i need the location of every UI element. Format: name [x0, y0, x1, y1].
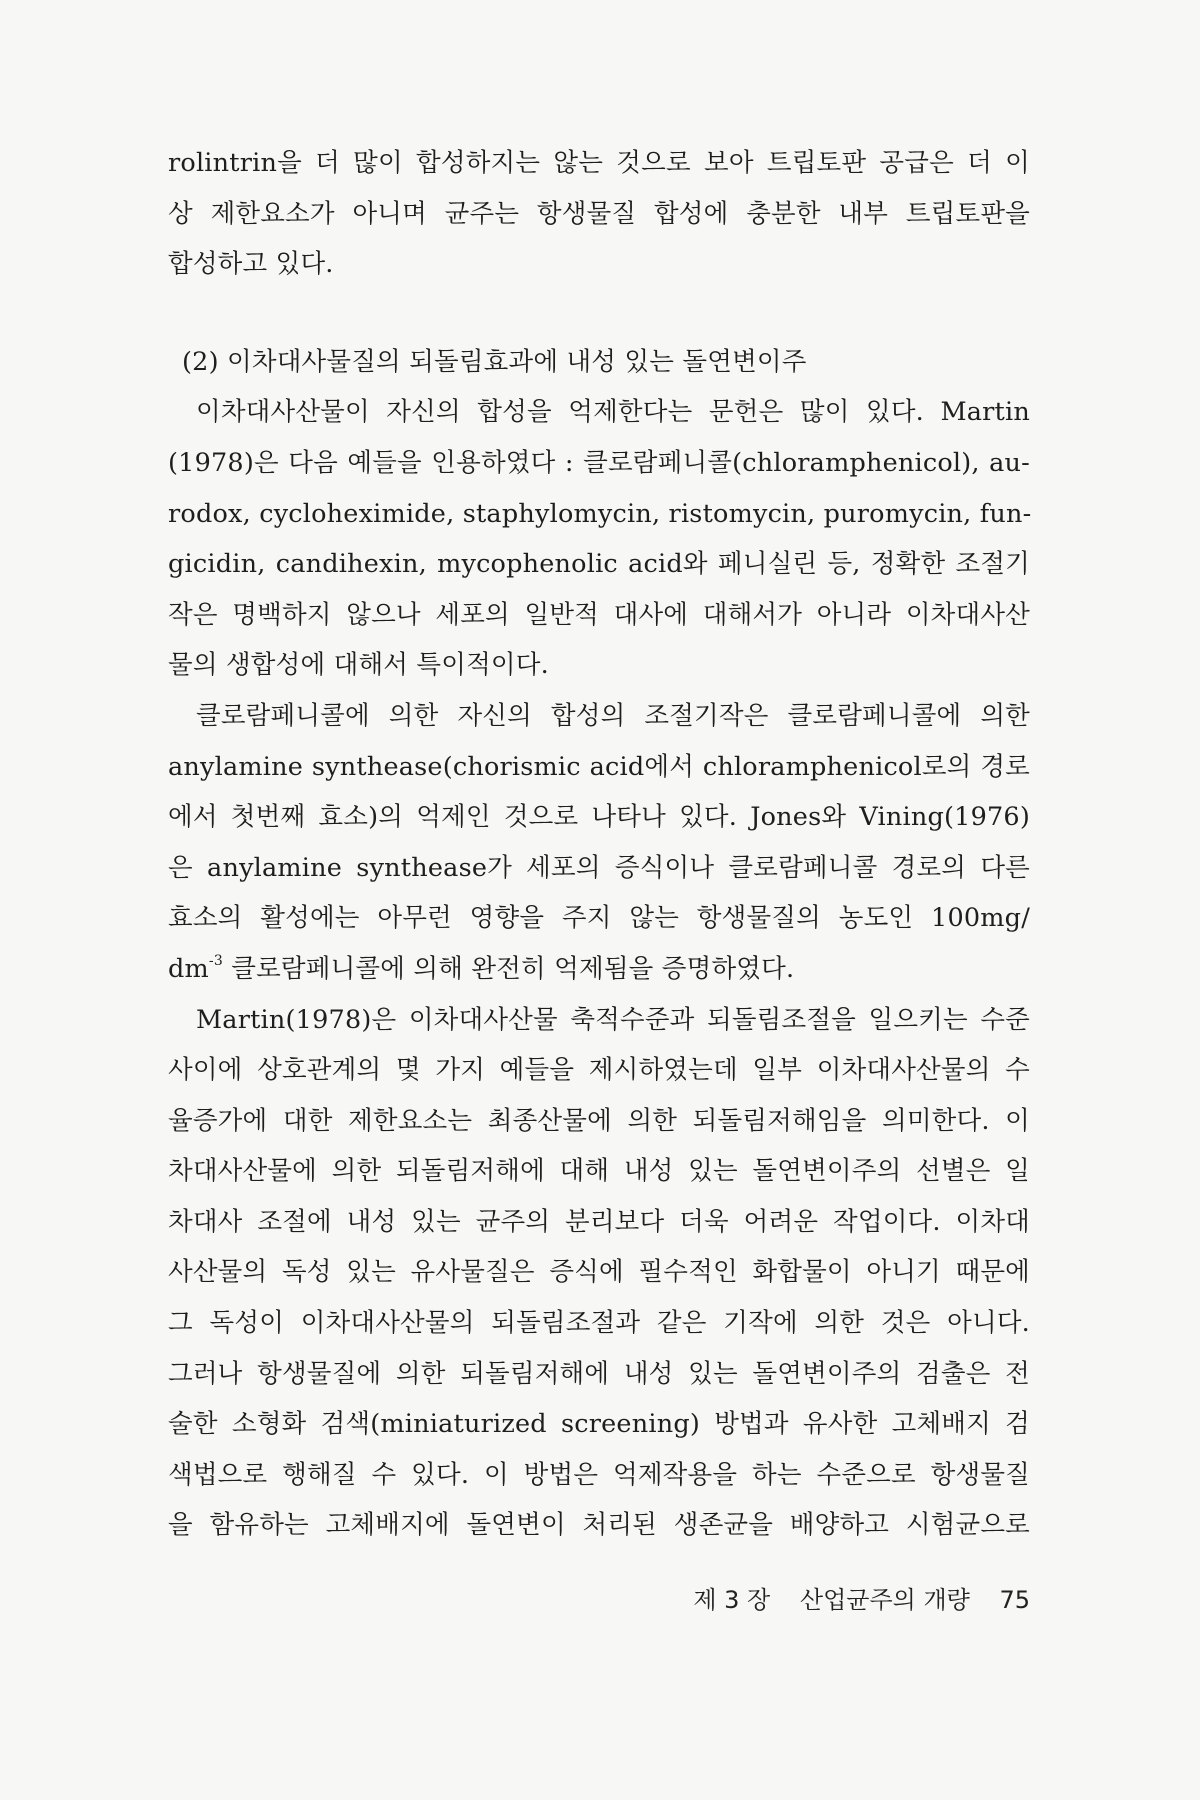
text-line: 차대사산물에 의한 되돌림저해에 대해 내성 있는 돌연변이주의 선별은 일 [168, 1156, 1030, 1187]
body-text [168, 138, 1030, 1551]
text-line: anylamine synthease(chorismic acid에서 chloramphenicol로의 경로 [168, 751, 1030, 782]
unit-text: dm [168, 953, 209, 984]
text-line: rodox, cycloheximide, staphylomycin, ristomycin, puromycin, fun- [168, 498, 1032, 529]
text-line: 클로람페니콜에 의한 자신의 합성의 조절기작은 클로람페니콜에 의한 [196, 700, 1030, 731]
text-line: 은 anylamine synthease가 세포의 증식이나 클로람페니콜 경로의 다른 [168, 852, 1030, 883]
text-line: rolintrin을 더 많이 합성하지는 않는 것으로 보아 트립토판 공급은 더 이 [168, 148, 1030, 178]
superscript-exponent: -3 [208, 953, 223, 970]
text-line: 합성하고 있다. [168, 249, 334, 280]
text-line: 그러나 항생물질에 의한 되돌림저해에 내성 있는 돌연변이주의 검출은 전 [168, 1358, 1030, 1389]
text-line: 상 제한요소가 아니며 균주는 항생물질 합성에 충분한 내부 트립토판을 [168, 198, 1030, 229]
text-line: Martin(1978)은 이차대사산물 축적수준과 되돌림조절을 일으키는 수준 [196, 1004, 1030, 1035]
chapter-title: 산업균주의 개량 [799, 1586, 970, 1614]
text-line: (1978)은 다음 예들을 인용하였다 : 클로람페니콜(chloramphenicol), au- [168, 447, 1030, 478]
text-line: gicidin, candihexin, mycophenolic acid와 페니실린 등, 정확한 조절기 [168, 549, 1030, 580]
text-line: 을 함유하는 고체배지에 돌연변이 처리된 생존균을 배양하고 시험균으로 [168, 1510, 1030, 1541]
text-line-continuation: 클로람페니콜에 의해 완전히 억제됨을 증명하였다. [222, 953, 795, 984]
text-line: 물의 생합성에 대해서 특이적이다. [168, 650, 549, 681]
section-heading: (2) 이차대사물질의 되돌림효과에 내성 있는 돌연변이주 [182, 346, 807, 377]
page-footer [690, 1584, 1030, 1616]
text-line: 사이에 상호관계의 몇 가지 예들을 제시하였는데 일부 이차대사산물의 수 [168, 1055, 1030, 1086]
chapter-label: 제 3 장 [693, 1586, 771, 1614]
text-line: 에서 첫번째 효소)의 억제인 것으로 나타나 있다. Jones와 Vining(1976) [168, 802, 1030, 833]
text-line: 효소의 활성에는 아무런 영향을 주지 않는 항생물질의 농도인 100mg/ [168, 903, 1030, 934]
text-line-with-superscript [168, 944, 1030, 995]
text-line: 색법으로 행해질 수 있다. 이 방법은 억제작용을 하는 수준으로 항생물질 [168, 1459, 1030, 1490]
text-line: 사산물의 독성 있는 유사물질은 증식에 필수적인 화합물이 아니기 때문에 [168, 1257, 1030, 1288]
paragraph-gap [168, 290, 1030, 337]
text-line: 차대사 조절에 내성 있는 균주의 분리보다 더욱 어려운 작업이다. 이차대 [168, 1206, 1030, 1237]
text-line: 술한 소형화 검색(miniaturized screening) 방법과 유사한 고체배지 검 [168, 1409, 1030, 1440]
text-line: 이차대사산물이 자신의 합성을 억제한다는 문헌은 많이 있다. Martin [196, 397, 1030, 428]
text-line: 율증가에 대한 제한요소는 최종산물에 의한 되돌림저해임을 의미한다. 이 [168, 1105, 1030, 1136]
text-line: 그 독성이 이차대사산물의 되돌림조절과 같은 기작에 의한 것은 아니다. [168, 1308, 1030, 1339]
page-number: 75 [999, 1586, 1030, 1614]
text-line: 작은 명백하지 않으나 세포의 일반적 대사에 대해서가 아니라 이차대사산 [168, 599, 1030, 630]
